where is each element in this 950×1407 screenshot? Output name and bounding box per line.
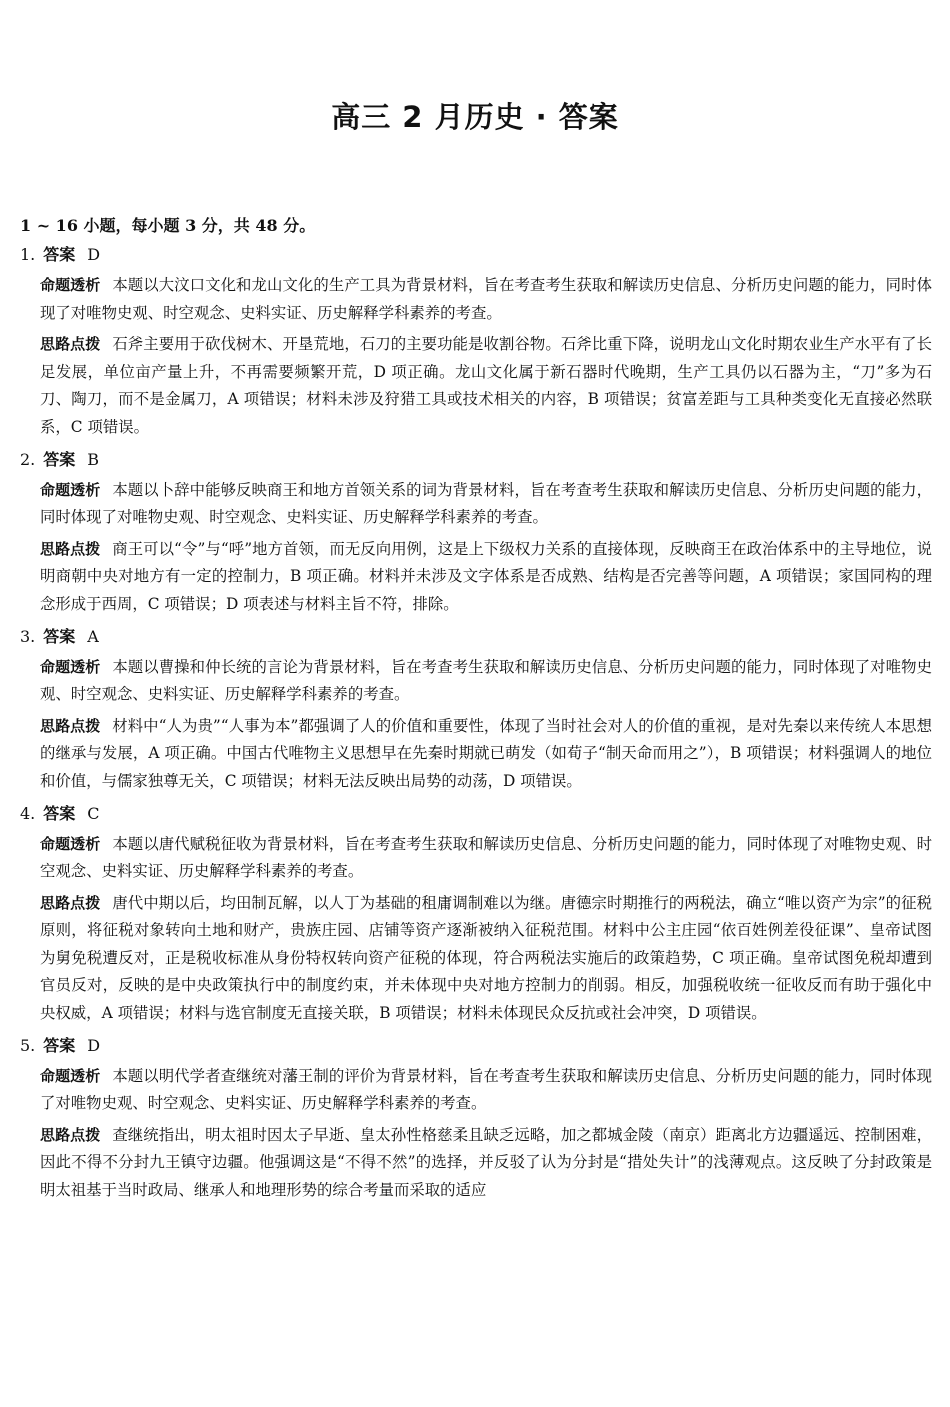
analysis-text: 本题以唐代赋税征收为背景材料，旨在考查考生获取和解读历史信息、分析历史问题的能力，同时体现了对唯物史观、时空观念、史料实证、历史解释学科素养的考查。 [40,834,932,881]
question-number: 5. [20,1035,36,1055]
question-header [20,446,932,474]
thinking-label: 思路点拨 [40,539,101,558]
question-1 [20,241,932,442]
analysis-paragraph [20,1063,932,1118]
analysis-label: 命题透析 [40,276,101,294]
analysis-label: 命题透析 [40,657,101,676]
answer-value: D [87,245,101,264]
answer-label: 答案 [43,1035,76,1055]
thinking-text: 石斧主要用于砍伐树木、开垦荒地，石刀的主要功能是收割谷物。石斧比重下降，说明龙山文化时期农业生产水平有了长足发展，单位亩产量上升，不再需要频繁开荒，D 项正确。龙山文化属于新石器时代晚期，生产工具仍以石器为主，“刀”多为石刀、陶刀，而不是金属刀，A 项错误；材料未涉及狩猎工具或技术相关的内容，B 项错误；贫富差距与工具种类变化无直接必然联系，C 项错误。 [40,335,932,436]
question-header [20,800,932,828]
analysis-text: 本题以卜辞中能够反映商王和地方首领关系的词为背景材料，旨在考查考生获取和解读历史信息、分析历史问题的能力，同时体现了对唯物史观、时空观念、史料实证、历史解释学科素养的考查。 [40,480,932,527]
thinking-text: 查继统指出，明太祖时因太子早逝、皇太孙性格慈柔且缺乏远略，加之都城金陵（南京）距离北方边疆遥远、控制困难，因此不得不分封九王镇守边疆。他强调这是“不得不然”的选择，并反驳了认为分封是“措处失计”的浅薄观点。这反映了分封政策是明太祖基于当时政局、继承人和地理形势的综合考量而采取的适应 [40,1125,932,1200]
question-number: 2. [20,449,36,469]
question-4 [20,800,932,1028]
analysis-paragraph [20,654,932,709]
intro-label: 1 ~ 16 小题，每小题 3 分，共 48 分。 [20,216,316,235]
answer-content [20,212,932,1209]
intro-text [20,212,932,240]
question-5 [20,1032,932,1205]
analysis-label: 命题透析 [40,1066,101,1085]
answer-label: 答案 [43,245,76,264]
question-number: 4. [20,803,36,823]
thinking-text: 商王可以“令”与“呼”地方首领，而无反向用例，这是上下级权力关系的直接体现，反映商王在政治体系中的主导地位，说明商朝中央对地方有一定的控制力，B 项正确。材料并未涉及文字体系是否成熟、结构是否完善等问题，A 项错误；家国同构的理念形成于西周，C 项错误；D 项表述与材料主旨不符，排除。 [40,539,932,613]
thinking-paragraph [20,536,932,619]
page-title: 高三 2 月历史 · 答案 [331,100,619,134]
question-3 [20,623,932,796]
question-number: 1. [20,245,36,264]
analysis-label: 命题透析 [40,480,101,499]
thinking-label: 思路点拨 [40,1125,101,1144]
question-header [20,1032,932,1060]
answer-value: B [87,449,100,469]
answer-label: 答案 [43,449,76,469]
question-header [20,241,932,269]
analysis-text: 本题以明代学者查继统对藩王制的评价为背景材料，旨在考查考生获取和解读历史信息、分析历史问题的能力，同时体现了对唯物史观、时空观念、史料实证、历史解释学科素养的考查。 [40,1066,932,1113]
analysis-paragraph [20,831,932,886]
thinking-label: 思路点拨 [40,893,101,912]
analysis-label: 命题透析 [40,834,101,853]
thinking-paragraph [20,1122,932,1205]
thinking-paragraph [20,890,932,1028]
thinking-text: 材料中“人为贵”“人事为本”都强调了人的价值和重要性，体现了当时社会对人的价值的重视，是对先秦以来传统人本思想的继承与发展，A 项正确。中国古代唯物主义思想早在先秦时期就已萌发（如荀子“制天命而用之”），B 项错误；材料强调人的地位和价值，与儒家独尊无关，C 项错误；材料无法反映出局势的动荡，D 项错误。 [40,716,932,790]
thinking-label: 思路点拨 [40,716,101,735]
answer-value: C [87,803,100,823]
answer-label: 答案 [43,626,76,646]
question-header [20,623,932,651]
answer-label: 答案 [43,803,76,823]
thinking-text: 唐代中期以后，均田制瓦解，以人丁为基础的租庸调制难以为继。唐德宗时期推行的两税法，确立“唯以资产为宗”的征税原则，将征税对象转向土地和财产，贵族庄园、店铺等资产逐渐被纳入征税范围。材料中公主庄园“依百姓例差役征课”、皇帝试图为舅免税遭反对，正是税收标准从身份特权转向资产征税的体现，符合两税法实施后的政策趋势，C 项正确。皇帝试图免税却遭到官员反对，反映的是中央政策执行中的制度约束，并未体现中央对地方控制力的削弱。相反，加强税收统一征收反而有助于强化中央权威，A 项错误；材料与选官制度无直接关联，B 项错误；材料未体现民众反抗或社会冲突，D 项错误。 [40,893,932,1023]
answer-value: A [87,626,99,646]
question-number: 3. [20,626,36,646]
analysis-paragraph [20,477,932,532]
question-2 [20,446,932,619]
analysis-text: 本题以大汶口文化和龙山文化的生产工具为背景材料，旨在考查考生获取和解读历史信息、分析历史问题的能力，同时体现了对唯物史观、时空观念、史料实证、历史解释学科素养的考查。 [40,276,932,322]
analysis-paragraph [20,272,932,327]
thinking-paragraph [20,713,932,796]
thinking-label: 思路点拨 [40,335,101,354]
analysis-text: 本题以曹操和仲长统的言论为背景材料，旨在考查考生获取和解读历史信息、分析历史问题的能力，同时体现了对唯物史观、时空观念、史料实证、历史解释学科素养的考查。 [40,657,932,704]
answer-value: D [87,1035,101,1055]
thinking-paragraph [20,331,932,441]
